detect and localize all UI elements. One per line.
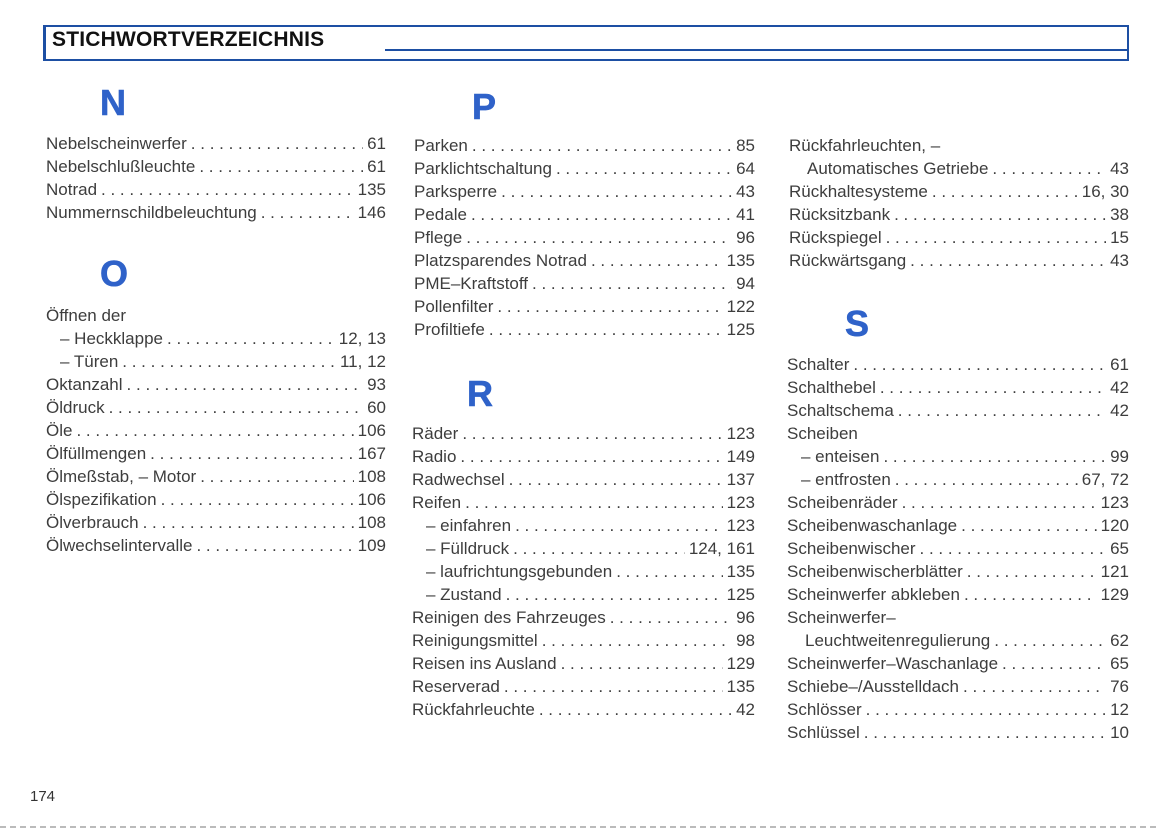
- index-term: Schaltschema: [787, 401, 894, 420]
- index-term: Notrad: [46, 180, 98, 199]
- index-term: – Heckklappe: [60, 329, 164, 348]
- page-reference: 120: [1100, 516, 1129, 535]
- index-entry: [787, 376, 1129, 399]
- index-entry: [414, 226, 755, 249]
- page-reference: 12, 13: [338, 329, 386, 348]
- page-reference: 94: [736, 274, 755, 293]
- leader-dots: [101, 178, 354, 201]
- index-term: Radio: [412, 447, 457, 466]
- index-heading: Scheiben: [787, 424, 858, 443]
- page-reference: 129: [1100, 585, 1129, 604]
- index-entry: [46, 465, 386, 488]
- page-reference: 135: [726, 677, 755, 696]
- page-reference: 99: [1110, 447, 1129, 466]
- index-list-p: [414, 134, 755, 341]
- page-reference: 125: [726, 320, 755, 339]
- page-reference: 96: [736, 228, 755, 247]
- leader-dots: [994, 629, 1106, 652]
- leader-dots: [883, 445, 1106, 468]
- index-entry: [46, 396, 386, 419]
- index-entry: [789, 157, 1129, 180]
- page-number: 174: [30, 788, 56, 805]
- page-reference: 67, 72: [1081, 470, 1129, 489]
- page-reference: 123: [726, 424, 755, 443]
- leader-dots: [497, 295, 722, 318]
- page-reference: 61: [1110, 355, 1129, 374]
- index-heading: Scheinwerfer–: [787, 608, 896, 627]
- section-letter-o: O: [100, 253, 129, 294]
- index-entry: [46, 534, 386, 557]
- leader-dots: [76, 419, 353, 442]
- leader-dots: [920, 537, 1107, 560]
- page-reference: 122: [726, 297, 755, 316]
- index-list-s: [787, 353, 1129, 744]
- index-term: Oktanzahl: [46, 375, 123, 394]
- page-reference: 38: [1110, 205, 1129, 224]
- page-title: STICHWORTVERZEICHNIS: [52, 28, 325, 51]
- index-term: – einfahren: [426, 516, 512, 535]
- page-reference: 85: [736, 136, 755, 155]
- index-entry: [46, 488, 386, 511]
- index-entry: [412, 698, 755, 721]
- index-entry: [414, 249, 755, 272]
- leader-dots: [853, 353, 1106, 376]
- leader-dots: [501, 180, 732, 203]
- leader-dots: [902, 491, 1097, 514]
- page-reference: 124, 161: [688, 539, 755, 558]
- leader-dots: [196, 534, 353, 557]
- page-reference: 60: [367, 398, 386, 417]
- index-entry: [414, 134, 755, 157]
- leader-dots: [466, 226, 732, 249]
- index-entry: [414, 157, 755, 180]
- index-term: – entfrosten: [801, 470, 891, 489]
- leader-dots: [864, 721, 1106, 744]
- index-entry: [412, 491, 755, 514]
- leader-dots: [506, 583, 723, 606]
- index-term: Reinigungsmittel: [412, 631, 538, 650]
- page-reference: 76: [1110, 677, 1129, 696]
- page-reference: 41: [736, 205, 755, 224]
- index-term: Nebelschlußleuchte: [46, 157, 196, 176]
- index-entry: [46, 442, 386, 465]
- index-term: Scheibenräder: [787, 493, 898, 512]
- index-term: Reserverad: [412, 677, 500, 696]
- leader-dots: [472, 134, 732, 157]
- index-entry: [787, 514, 1129, 537]
- index-term: Pedale: [414, 205, 467, 224]
- index-entry: [412, 629, 755, 652]
- index-term: Nebelscheinwerfer: [46, 134, 187, 153]
- leader-dots: [910, 249, 1106, 272]
- section-letter-r: R: [467, 373, 493, 414]
- index-term: – Türen: [60, 352, 119, 371]
- index-entry: [789, 203, 1129, 226]
- page-reference: 98: [736, 631, 755, 650]
- index-entry: [412, 583, 755, 606]
- index-entry: [787, 353, 1129, 376]
- page-reference: 61: [367, 157, 386, 176]
- index-entry: [46, 201, 386, 224]
- index-entry: [789, 249, 1129, 272]
- index-term: Parken: [414, 136, 468, 155]
- leader-dots: [591, 249, 723, 272]
- index-entry: [412, 560, 755, 583]
- page-reference: 123: [726, 516, 755, 535]
- index-entry: [412, 468, 755, 491]
- index-entry: [412, 422, 755, 445]
- leader-dots: [539, 698, 732, 721]
- index-term: Scheibenwaschanlage: [787, 516, 958, 535]
- index-entry: [787, 721, 1129, 744]
- index-entry: [787, 468, 1129, 491]
- leader-dots: [515, 514, 723, 537]
- leader-dots: [460, 445, 722, 468]
- index-term: Profiltiefe: [414, 320, 485, 339]
- leader-dots: [895, 468, 1078, 491]
- leader-dots: [167, 327, 335, 350]
- index-list-o: [46, 304, 386, 557]
- index-entry: [787, 560, 1129, 583]
- index-entry: [414, 180, 755, 203]
- index-term: Rückfahrleuchte: [412, 700, 535, 719]
- section-letter-n: N: [100, 82, 126, 123]
- page-reference: 16, 30: [1081, 182, 1129, 201]
- index-term: Schiebe–/Ausstelldach: [787, 677, 960, 696]
- header-divider: [385, 49, 1128, 51]
- index-entry: [787, 698, 1129, 721]
- leader-dots: [150, 442, 353, 465]
- index-term: Ölspezifikation: [46, 490, 157, 509]
- index-entry: [414, 203, 755, 226]
- leader-dots: [932, 180, 1078, 203]
- page-reference: 11, 12: [339, 352, 386, 371]
- index-entry: [412, 445, 755, 468]
- index-term: Rückspiegel: [789, 228, 882, 247]
- page-reference: 42: [736, 700, 755, 719]
- page-reference: 106: [357, 490, 386, 509]
- leader-dots: [894, 203, 1106, 226]
- index-term: PME–Kraftstoff: [414, 274, 529, 293]
- index-term: Nummernschildbeleuchtung: [46, 203, 257, 222]
- index-term: Räder: [412, 424, 459, 443]
- section-letter-p: P: [472, 86, 497, 127]
- index-term: Schalthebel: [787, 378, 876, 397]
- index-entry: [414, 318, 755, 341]
- page-reference: 137: [726, 470, 755, 489]
- index-term: Scheinwerfer abkleben: [787, 585, 960, 604]
- index-term: – enteisen: [801, 447, 880, 466]
- index-term: Rückhaltesysteme: [789, 182, 928, 201]
- page-reference: 43: [736, 182, 755, 201]
- index-term: Ölfüllmengen: [46, 444, 147, 463]
- leader-dots: [556, 157, 732, 180]
- index-entry: [787, 537, 1129, 560]
- index-term: Scheinwerfer–Waschanlage: [787, 654, 999, 673]
- index-term: – Fülldruck: [426, 539, 510, 558]
- index-entry: [789, 180, 1129, 203]
- index-list-n: [46, 132, 386, 224]
- index-term: Ölmeßstab, – Motor: [46, 467, 197, 486]
- page-reference: 108: [357, 513, 386, 532]
- page-reference: 43: [1110, 159, 1129, 178]
- index-entry: [412, 606, 755, 629]
- page-reference: 65: [1110, 654, 1129, 673]
- index-entry: [46, 419, 386, 442]
- page-reference: 96: [736, 608, 755, 627]
- index-entry: [787, 583, 1129, 606]
- leader-dots: [532, 272, 732, 295]
- page-reference: 149: [726, 447, 755, 466]
- index-term: Rückwärtsgang: [789, 251, 907, 270]
- index-entry: [787, 399, 1129, 422]
- index-heading: Rückfahrleuchten, –: [789, 136, 941, 155]
- index-entry: [787, 629, 1129, 652]
- page-reference: 109: [357, 536, 386, 555]
- leader-dots: [471, 203, 732, 226]
- leader-dots: [610, 606, 732, 629]
- index-term: Automatisches Getriebe: [807, 159, 989, 178]
- index-term: Ölverbrauch: [46, 513, 139, 532]
- leader-dots: [616, 560, 722, 583]
- page-reference: 125: [726, 585, 755, 604]
- index-term: Schlösser: [787, 700, 862, 719]
- leader-dots: [886, 226, 1106, 249]
- page-reference: 135: [357, 180, 386, 199]
- index-entry: [414, 295, 755, 318]
- leader-dots: [109, 396, 364, 419]
- index-entry: [412, 675, 755, 698]
- index-list-r: [412, 422, 755, 721]
- page-reference: 106: [357, 421, 386, 440]
- leader-dots: [963, 675, 1106, 698]
- leader-dots: [509, 468, 723, 491]
- page-reference: 108: [357, 467, 386, 486]
- page-reference: 146: [357, 203, 386, 222]
- index-term: Radwechsel: [412, 470, 505, 489]
- leader-dots: [561, 652, 723, 675]
- index-term: Reinigen des Fahrzeuges: [412, 608, 606, 627]
- index-term: Öldruck: [46, 398, 105, 417]
- index-entry: [412, 652, 755, 675]
- leader-dots: [967, 560, 1097, 583]
- leader-dots: [127, 373, 364, 396]
- index-entry: [787, 675, 1129, 698]
- leader-dots: [992, 157, 1106, 180]
- index-term: Pflege: [414, 228, 463, 247]
- page-reference: 43: [1110, 251, 1129, 270]
- page-reference: 61: [367, 134, 386, 153]
- index-entry: [46, 373, 386, 396]
- page-reference: 123: [726, 493, 755, 512]
- index-entry: [46, 327, 386, 350]
- section-letter-s: S: [845, 303, 870, 344]
- page-reference: 121: [1100, 562, 1129, 581]
- page-reference: 135: [726, 562, 755, 581]
- index-entry: [787, 491, 1129, 514]
- index-entry: [414, 272, 755, 295]
- index-entry: [46, 155, 386, 178]
- index-term: Scheibenwischerblätter: [787, 562, 963, 581]
- index-term: Schlüssel: [787, 723, 860, 742]
- index-term: Scheibenwischer: [787, 539, 916, 558]
- index-entry: [789, 226, 1129, 249]
- page-reference: 135: [726, 251, 755, 270]
- index-heading: Öffnen der: [46, 306, 127, 325]
- index-entry: [46, 511, 386, 534]
- page-reference: 42: [1110, 401, 1129, 420]
- index-term: Rücksitzbank: [789, 205, 891, 224]
- index-entry: [46, 350, 386, 373]
- page-reference: 129: [726, 654, 755, 673]
- page-reference: 15: [1110, 228, 1129, 247]
- index-term: Öle: [46, 421, 73, 440]
- index-term: Reisen ins Ausland: [412, 654, 557, 673]
- leader-dots: [489, 318, 723, 341]
- index-entry: [412, 514, 755, 537]
- page-reference: 123: [1100, 493, 1129, 512]
- page-reference: 42: [1110, 378, 1129, 397]
- leader-dots: [504, 675, 723, 698]
- index-term: Leuchtweitenregulierung: [805, 631, 991, 650]
- page-reference: 65: [1110, 539, 1129, 558]
- index-term: Reifen: [412, 493, 462, 512]
- index-term: – Zustand: [426, 585, 502, 604]
- index-term: Ölwechselintervalle: [46, 536, 193, 555]
- leader-dots: [462, 422, 722, 445]
- page-reference: 93: [367, 375, 386, 394]
- index-entry: [46, 132, 386, 155]
- index-term: – laufrichtungsgebunden: [426, 562, 613, 581]
- bottom-divider: [0, 826, 1158, 828]
- leader-dots: [880, 376, 1106, 399]
- index-term: Platzsparendes Notrad: [414, 251, 587, 270]
- page-reference: 167: [357, 444, 386, 463]
- leader-dots: [964, 583, 1097, 606]
- leader-dots: [191, 132, 363, 155]
- page-reference: 10: [1110, 723, 1129, 742]
- index-term: Parksperre: [414, 182, 498, 201]
- index-entry: [46, 178, 386, 201]
- leader-dots: [1002, 652, 1106, 675]
- leader-dots: [200, 465, 353, 488]
- index-term: Schalter: [787, 355, 850, 374]
- index-entry: [787, 445, 1129, 468]
- index-entry: [412, 537, 755, 560]
- index-entry: [787, 652, 1129, 675]
- index-term: Pollenfilter: [414, 297, 494, 316]
- leader-dots: [199, 155, 363, 178]
- leader-dots: [961, 514, 1097, 537]
- page-reference: 12: [1110, 700, 1129, 719]
- leader-dots: [542, 629, 732, 652]
- leader-dots: [898, 399, 1106, 422]
- leader-dots: [143, 511, 354, 534]
- page-reference: 64: [736, 159, 755, 178]
- leader-dots: [866, 698, 1106, 721]
- index-term: Parklichtschaltung: [414, 159, 552, 178]
- leader-dots: [122, 350, 336, 373]
- page-reference: 62: [1110, 631, 1129, 650]
- leader-dots: [513, 537, 685, 560]
- leader-dots: [261, 201, 354, 224]
- index-list-r-continued: [789, 134, 1129, 272]
- leader-dots: [465, 491, 722, 514]
- leader-dots: [161, 488, 354, 511]
